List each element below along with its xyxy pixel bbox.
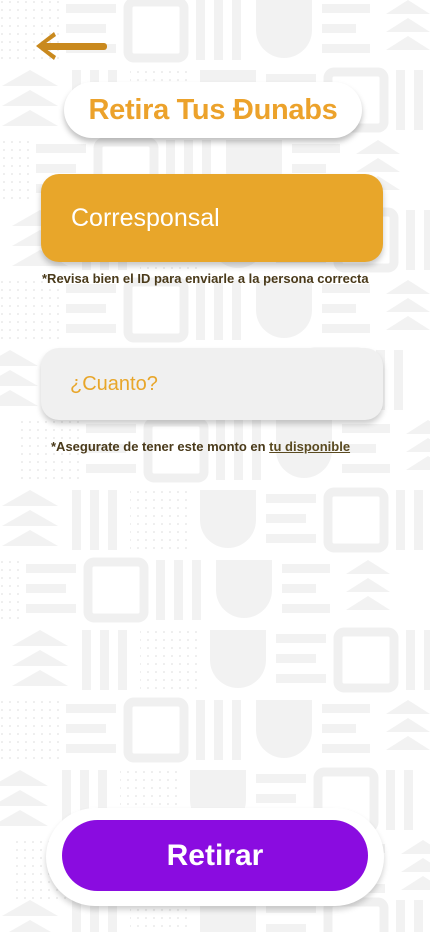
withdraw-button[interactable] [62,820,368,891]
correspondent-placeholder: Corresponsal [71,203,220,232]
available-balance-link[interactable]: tu disponible [269,439,351,454]
page-title-badge [64,82,362,138]
amount-note [51,439,350,454]
correspondent-note: *Revisa bien el ID para enviarle a la persona correcta [42,271,369,286]
amount-placeholder: ¿Cuanto? [70,372,158,395]
correspondent-field[interactable] [41,174,383,262]
amount-note-text: *Asegurate de tener este monto en [51,439,270,454]
back-button[interactable] [32,28,112,68]
amount-input[interactable] [41,348,383,420]
arrow-left-icon [32,28,112,68]
page-title: Retira Tus Đunabs [88,93,338,126]
withdraw-button-label: Retirar [166,838,264,872]
